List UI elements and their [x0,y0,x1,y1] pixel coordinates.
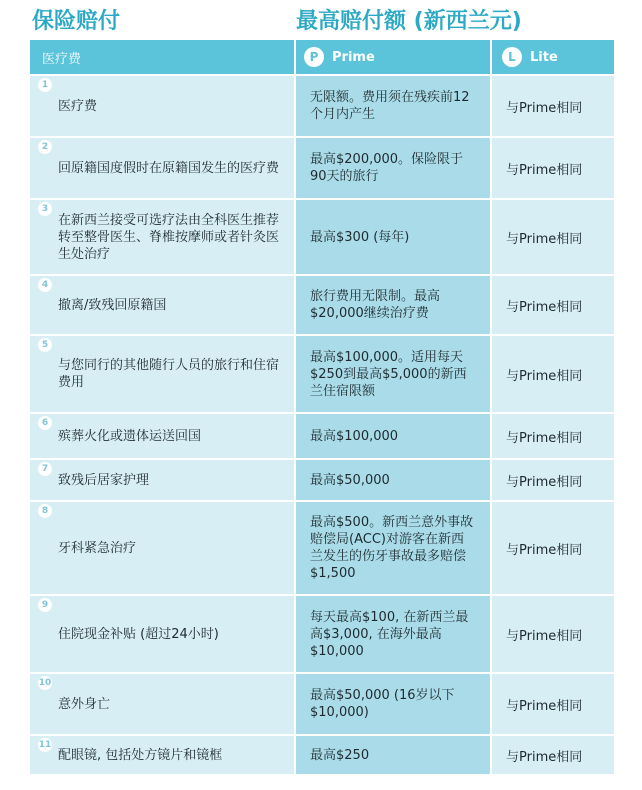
table-row [30,274,614,334]
lite-value: 与Prime相同 [490,502,614,594]
prime-value: 无限额。费用须在残疾前12个月内产生 [294,76,490,136]
row-number-icon: 9 [38,598,52,612]
prime-value: 最高$250 [294,736,490,774]
row-label: 回原籍国度假时在原籍国发生的医疗费 [58,160,280,176]
row-number-icon: 8 [38,504,52,518]
lite-label: Lite [530,49,558,65]
table-row [30,672,614,734]
prime-value: 最高$300 (每年) [294,200,490,274]
row-number-icon: 1 [38,78,52,92]
row-number-icon: 3 [38,202,52,216]
prime-label: Prime [332,49,375,65]
lite-badge-icon: L [502,47,522,67]
prime-value: 最高$100,000。适用每天$250到最高$5,000的新西兰住宿限额 [294,336,490,412]
table-row [30,334,614,412]
table-row [30,594,614,672]
row-label: 医疗费 [58,98,98,114]
row-label: 撤离/致残回原籍国 [58,297,167,313]
row-label: 殡葬火化或遗体运送回国 [58,428,202,444]
prime-value: 旅行费用无限制。最高$20,000继续治疗费 [294,276,490,334]
lite-value: 与Prime相同 [490,460,614,500]
lite-value: 与Prime相同 [490,76,614,136]
lite-value: 与Prime相同 [490,414,614,458]
prime-value: 最高$200,000。保险限于90天的旅行 [294,138,490,198]
table-row [30,500,614,594]
row-number-icon: 4 [38,278,52,292]
row-label: 住院现金补贴 (超过24小时) [58,626,219,642]
benefits-table [28,40,614,774]
row-number-icon: 11 [38,738,52,752]
lite-value: 与Prime相同 [490,736,614,774]
section-title: 保险赔付 [32,9,121,34]
row-label: 在新西兰接受可选疗法由全科医生推荐转至整骨医生、脊椎按摩师或者针灸医生处治疗 [58,212,280,262]
row-number-icon: 10 [38,676,52,690]
row-label: 致残后居家护理 [58,472,150,488]
header-prime [294,40,490,74]
row-number-icon: 6 [38,416,52,430]
lite-value: 与Prime相同 [490,138,614,198]
table-row [30,734,614,774]
prime-badge-icon: P [304,47,324,67]
prime-value: 最高$500。新西兰意外事故赔偿局(ACC)对游客在新西兰发生的伤牙事故最多赔偿$1,500 [294,502,490,594]
prime-value: 最高$50,000 [294,460,490,500]
table-row [30,136,614,198]
row-number-icon: 2 [38,140,52,154]
prime-value: 最高$50,000 (16岁以下$10,000) [294,674,490,734]
row-number-icon: 7 [38,462,52,476]
table-row [30,74,614,136]
table-header [30,40,614,74]
row-label: 牙科紧急治疗 [58,540,137,556]
row-label: 配眼镜, 包括处方镜片和镜框 [58,747,223,763]
row-label: 与您同行的其他随行人员的旅行和住宿费用 [58,358,280,390]
lite-value: 与Prime相同 [490,674,614,734]
lite-value: 与Prime相同 [490,596,614,672]
row-label: 意外身亡 [58,696,111,712]
lite-value: 与Prime相同 [490,336,614,412]
max-benefit-title: 最高赔付额 (新西兰元) [296,9,522,34]
header-category: 医疗费 [42,51,82,67]
table-row [30,412,614,458]
row-number-icon: 5 [38,338,52,352]
table-row [30,198,614,274]
prime-value: 最高$100,000 [294,414,490,458]
lite-value: 与Prime相同 [490,200,614,274]
table-row [30,458,614,500]
prime-value: 每天最高$100, 在新西兰最高$3,000, 在海外最高$10,000 [294,596,490,672]
header-lite [490,40,614,74]
lite-value: 与Prime相同 [490,276,614,334]
